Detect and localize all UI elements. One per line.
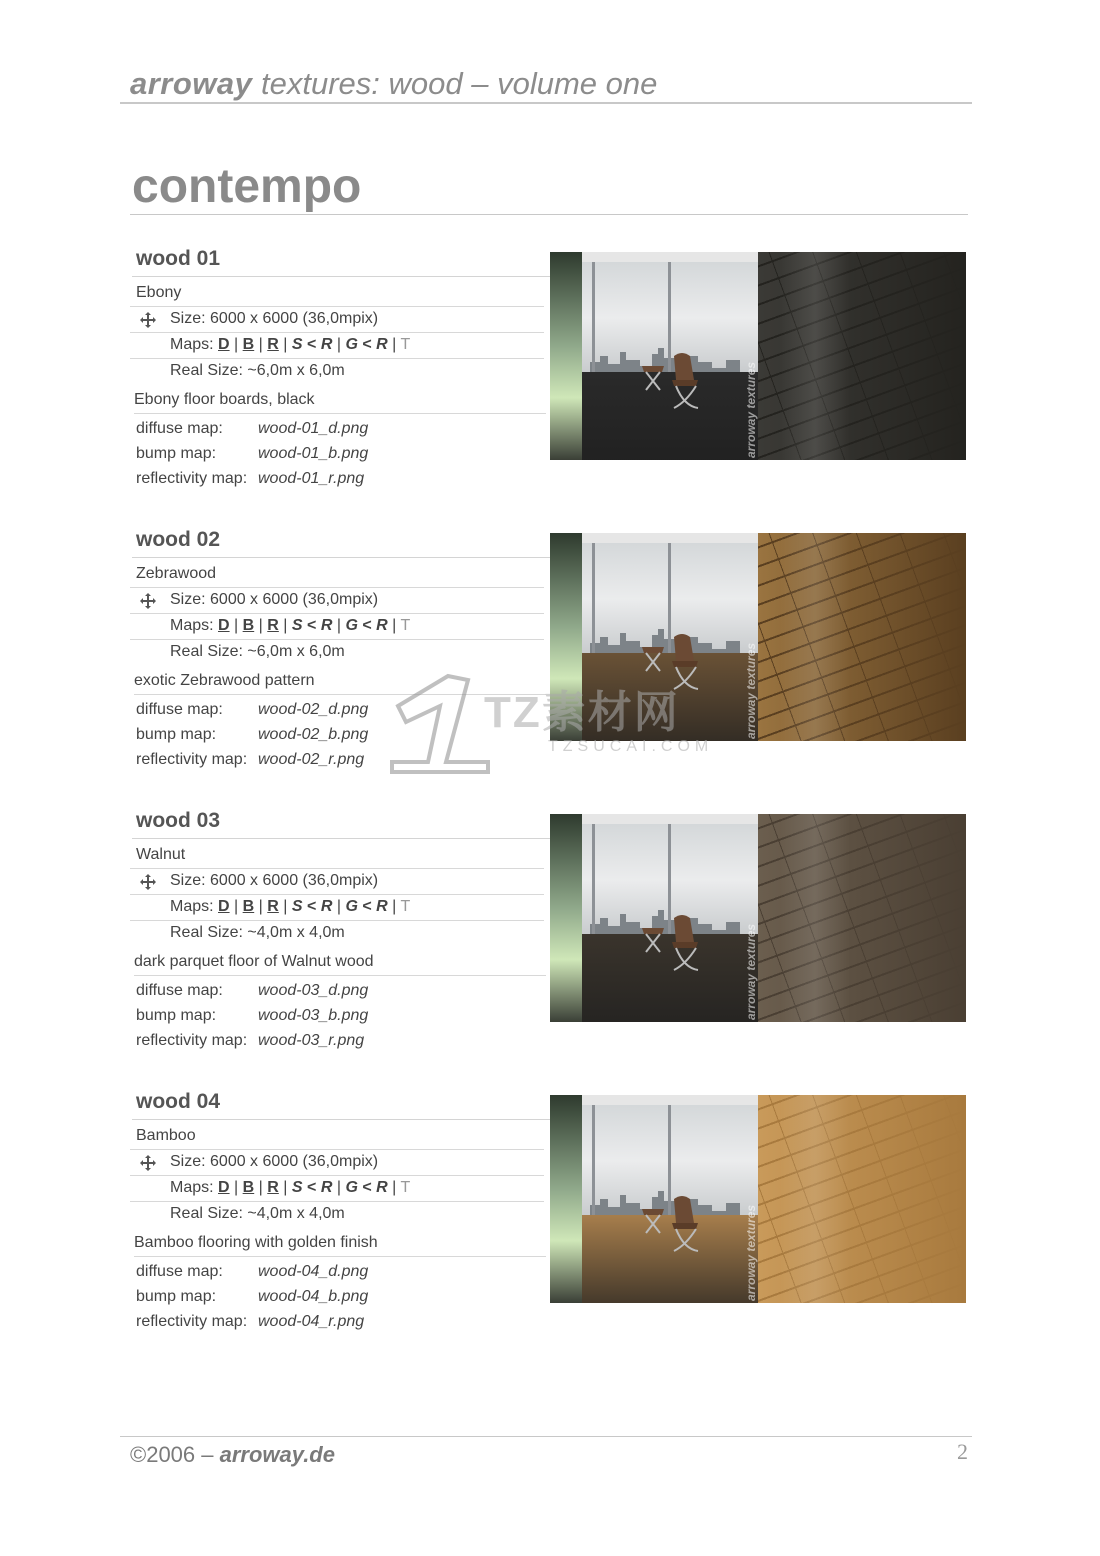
map-code-r: R xyxy=(376,336,388,353)
maps-separator: | xyxy=(336,898,341,915)
reflectivity-map-file: wood-02_r.png xyxy=(258,751,365,768)
diffuse-map-label: diffuse map: xyxy=(136,420,223,437)
entry-real-size: Real Size: ~4,0m x 4,0m xyxy=(170,1205,345,1222)
map-code-g: G xyxy=(345,617,358,634)
map-code-t: T xyxy=(400,898,411,915)
maps-separator: | xyxy=(392,1179,397,1196)
page-number: 2 xyxy=(957,1439,968,1464)
bump-map-file: wood-01_b.png xyxy=(258,445,369,462)
map-code-lt: < xyxy=(362,336,372,353)
map-code-lt: < xyxy=(307,336,317,353)
entry-real-size-row xyxy=(130,358,544,379)
texture-entry xyxy=(130,808,968,1048)
entry-size: Size: 6000 x 6000 (36,0mpix) xyxy=(170,872,379,889)
diffuse-map-file: wood-01_d.png xyxy=(258,420,369,437)
maps-separator: | xyxy=(258,1179,263,1196)
map-code-s: S xyxy=(291,1179,303,1196)
map-code-lt: < xyxy=(307,1179,317,1196)
header-title-rest: textures: wood – volume one xyxy=(252,66,658,101)
entry-size: Size: 6000 x 6000 (36,0mpix) xyxy=(170,310,379,327)
texture-preview-image xyxy=(550,252,966,460)
map-link-diffuse[interactable]: D xyxy=(218,617,230,634)
map-link-diffuse[interactable]: D xyxy=(218,336,230,353)
move-icon xyxy=(140,874,156,890)
preview-watermark: arroway textures xyxy=(744,1204,758,1301)
map-code-r: R xyxy=(376,1179,388,1196)
maps-separator: | xyxy=(336,617,341,634)
entry-size-row xyxy=(130,587,544,608)
map-code-lt: < xyxy=(362,1179,372,1196)
entry-title: wood 02 xyxy=(136,527,962,553)
maps-separator: | xyxy=(283,336,288,353)
entry-maps-row xyxy=(130,894,544,915)
entry-size-row xyxy=(130,1149,544,1170)
section-title-text: contempo xyxy=(132,160,362,213)
bump-map-label: bump map: xyxy=(136,1288,217,1305)
entry-real-size-row xyxy=(130,1201,544,1222)
bump-map-file: wood-03_b.png xyxy=(258,1007,369,1024)
maps-separator: | xyxy=(234,617,239,634)
map-link-bump[interactable]: B xyxy=(242,617,255,634)
reflectivity-map-file: wood-01_r.png xyxy=(258,470,365,487)
move-icon xyxy=(140,593,156,609)
diffuse-map-file: wood-04_d.png xyxy=(258,1263,369,1280)
header-title xyxy=(130,66,657,102)
move-icon xyxy=(140,312,156,328)
map-code-lt: < xyxy=(307,617,317,634)
chair-icon xyxy=(638,631,708,693)
entry-size-row xyxy=(130,306,544,327)
diffuse-map-file: wood-03_d.png xyxy=(258,982,369,999)
reflectivity-map-label: reflectivity map: xyxy=(136,751,248,768)
map-link-bump[interactable]: B xyxy=(242,898,255,915)
maps-separator: | xyxy=(234,336,239,353)
entry-size: Size: 6000 x 6000 (36,0mpix) xyxy=(170,1153,379,1170)
maps-label: Maps: xyxy=(170,617,219,634)
reflectivity-map-label: reflectivity map: xyxy=(136,470,248,487)
map-code-r: R xyxy=(320,898,333,915)
map-code-s: S xyxy=(291,898,303,915)
header-brand: arroway xyxy=(130,66,253,101)
entry-real-size-row xyxy=(130,920,544,941)
entry-maps xyxy=(170,332,410,358)
map-link-reflectivity[interactable]: R xyxy=(267,336,279,353)
maps-separator: | xyxy=(283,617,288,634)
entry-size: Size: 6000 x 6000 (36,0mpix) xyxy=(170,591,379,608)
bump-map-file: wood-04_b.png xyxy=(258,1288,369,1305)
chair-icon xyxy=(638,1193,708,1255)
preview-watermark: arroway textures xyxy=(744,361,758,458)
watermark-subtext: TZSUCAI.COM xyxy=(548,738,714,755)
texture-entry xyxy=(130,1089,968,1329)
entry-material: Zebrawood xyxy=(136,561,544,588)
preview-watermark: arroway textures xyxy=(744,642,758,739)
maps-separator: | xyxy=(258,898,263,915)
entry-material: Ebony xyxy=(136,280,544,307)
maps-separator: | xyxy=(336,1179,341,1196)
entry-real-size: Real Size: ~6,0m x 6,0m xyxy=(170,362,345,379)
map-code-lt: < xyxy=(362,617,372,634)
map-link-reflectivity[interactable]: R xyxy=(267,898,279,915)
map-code-s: S xyxy=(291,617,303,634)
map-link-diffuse[interactable]: D xyxy=(218,898,230,915)
maps-label: Maps: xyxy=(170,336,219,353)
entry-size-row xyxy=(130,868,544,889)
maps-separator: | xyxy=(258,617,263,634)
bump-map-label: bump map: xyxy=(136,445,217,462)
reflectivity-map-file: wood-03_r.png xyxy=(258,1032,365,1049)
maps-label: Maps: xyxy=(170,1179,219,1196)
reflectivity-map-label: reflectivity map: xyxy=(136,1032,248,1049)
move-icon xyxy=(140,1155,156,1171)
bump-map-label: bump map: xyxy=(136,1007,217,1024)
entry-maps-row xyxy=(130,613,544,634)
entry-maps-row xyxy=(130,332,544,353)
maps-separator: | xyxy=(392,617,397,634)
map-link-bump[interactable]: B xyxy=(242,336,255,353)
section-title xyxy=(130,160,968,215)
entry-real-size: Real Size: ~4,0m x 4,0m xyxy=(170,924,345,941)
map-code-g: G xyxy=(345,898,358,915)
room-render xyxy=(550,814,758,1022)
watermark-text: TZ素材网 xyxy=(484,688,680,737)
map-link-diffuse[interactable]: D xyxy=(218,1179,230,1196)
chair-icon xyxy=(638,912,708,974)
bump-map-file: wood-02_b.png xyxy=(258,726,369,743)
texture-entry xyxy=(130,527,968,767)
maps-separator: | xyxy=(234,1179,239,1196)
entry-description: Ebony floor boards, black xyxy=(134,387,546,414)
maps-separator: | xyxy=(392,898,397,915)
map-link-reflectivity[interactable]: R xyxy=(267,1179,279,1196)
texture-preview-image xyxy=(550,814,966,1022)
entry-description: dark parquet floor of Walnut wood xyxy=(134,949,546,976)
map-code-lt: < xyxy=(307,898,317,915)
preview-watermark: arroway textures xyxy=(744,923,758,1020)
entry-real-size: Real Size: ~6,0m x 6,0m xyxy=(170,643,345,660)
diffuse-map-label: diffuse map: xyxy=(136,701,223,718)
diffuse-map-file: wood-02_d.png xyxy=(258,701,369,718)
bump-map-label: bump map: xyxy=(136,726,217,743)
room-render xyxy=(550,533,758,741)
maps-separator: | xyxy=(234,898,239,915)
page-header xyxy=(120,66,972,104)
maps-separator: | xyxy=(336,336,341,353)
reflectivity-map-file: wood-04_r.png xyxy=(258,1313,365,1330)
entry-maps-row xyxy=(130,1175,544,1196)
map-code-t: T xyxy=(400,1179,411,1196)
map-code-r: R xyxy=(376,617,388,634)
texture-entry xyxy=(130,246,968,486)
footer-copyright xyxy=(130,1441,335,1469)
reflectivity-map-label: reflectivity map: xyxy=(136,1313,248,1330)
diffuse-map-label: diffuse map: xyxy=(136,1263,223,1280)
map-code-s: S xyxy=(291,336,303,353)
room-render xyxy=(550,252,758,460)
entry-maps xyxy=(170,894,410,920)
entry-description: Bamboo flooring with golden finish xyxy=(134,1230,546,1257)
page-footer xyxy=(120,1436,972,1471)
map-code-t: T xyxy=(400,617,411,634)
footer-copyright-text: ©2006 – xyxy=(130,1442,220,1467)
texture-preview-image xyxy=(550,533,966,741)
map-code-g: G xyxy=(345,336,358,353)
chair-icon xyxy=(638,350,708,412)
entry-material: Bamboo xyxy=(136,1123,544,1150)
room-render xyxy=(550,1095,758,1303)
entry-maps xyxy=(170,613,410,639)
map-code-r: R xyxy=(320,336,333,353)
map-code-r: R xyxy=(320,617,333,634)
entry-description: exotic Zebrawood pattern xyxy=(134,668,546,695)
maps-separator: | xyxy=(392,336,397,353)
map-code-t: T xyxy=(400,336,411,353)
entry-title: wood 04 xyxy=(136,1089,962,1115)
maps-label: Maps: xyxy=(170,898,219,915)
diffuse-map-label: diffuse map: xyxy=(136,982,223,999)
map-link-reflectivity[interactable]: R xyxy=(267,617,279,634)
entry-title: wood 03 xyxy=(136,808,962,834)
map-code-lt: < xyxy=(362,898,372,915)
entry-maps xyxy=(170,1175,410,1201)
footer-site-link[interactable]: arroway.de xyxy=(219,1442,335,1467)
map-link-bump[interactable]: B xyxy=(242,1179,255,1196)
maps-separator: | xyxy=(283,1179,288,1196)
entry-material: Walnut xyxy=(136,842,544,869)
entry-title: wood 01 xyxy=(136,246,962,272)
texture-preview-image xyxy=(550,1095,966,1303)
map-code-r: R xyxy=(320,1179,333,1196)
maps-separator: | xyxy=(283,898,288,915)
entry-real-size-row xyxy=(130,639,544,660)
map-code-r: R xyxy=(376,898,388,915)
maps-separator: | xyxy=(258,336,263,353)
map-code-g: G xyxy=(345,1179,358,1196)
